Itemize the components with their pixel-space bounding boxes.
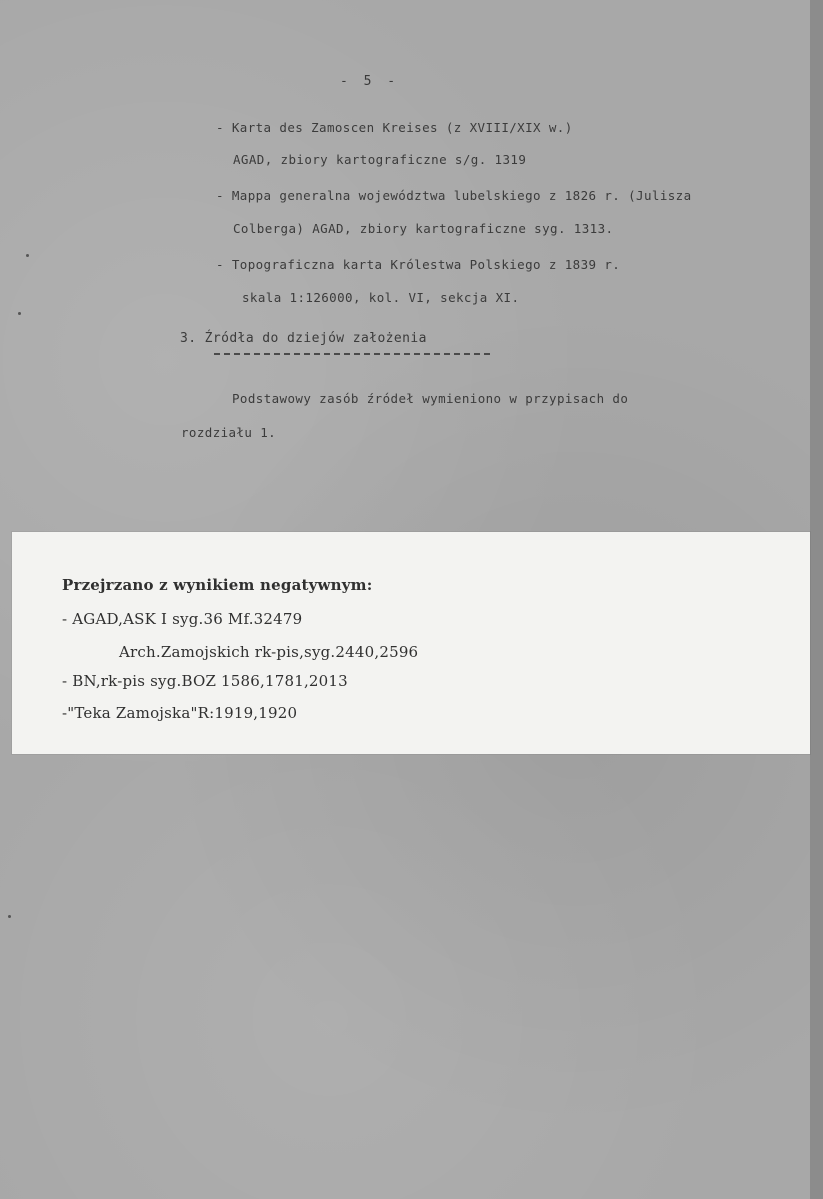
section-heading: 3. Źródła do dziejów założenia	[180, 331, 427, 346]
list-item-mappa-line2: Colberga) AGAD, zbiory kartograficzne syg. 1313.	[233, 221, 614, 236]
page-number: - 5 -	[340, 74, 400, 89]
list-item-mappa-line1: - Mappa generalna województwa lubelskiego z 1826 r. (Julisza	[216, 188, 692, 203]
section-heading-underline	[214, 353, 490, 355]
slip-line-teka: -"Teka Zamojska"R:1919,1920	[62, 704, 298, 722]
list-item-karta-line2: AGAD, zbiory kartograficzne s/g. 1319	[233, 152, 527, 167]
paragraph-line-2: rozdziału 1.	[181, 425, 277, 440]
list-item-karta-line1: - Karta des Zamoscen Kreises (z XVIII/XIX w.)	[216, 120, 573, 135]
slip-heading: Przejrzano z wynikiem negatywnym:	[62, 576, 373, 594]
stray-mark	[8, 915, 11, 918]
stray-mark	[26, 254, 29, 257]
list-item-topograficzna-line1: - Topograficzna karta Królestwa Polskiego z 1839 r.	[216, 257, 621, 272]
slip-line-bn: - BN,rk-pis syg.BOZ 1586,1781,2013	[62, 672, 348, 690]
list-item-topograficzna-line2: skala 1:126000, kol. VI, sekcja XI.	[242, 290, 520, 305]
page-right-edge	[810, 0, 823, 1199]
pasted-note-slip	[12, 532, 810, 754]
stray-mark	[18, 312, 21, 315]
slip-line-arch-zamojskich: Arch.Zamojskich rk-pis,syg.2440,2596	[119, 643, 419, 661]
slip-line-agad: - AGAD,ASK I syg.36 Mf.32479	[62, 610, 303, 628]
paragraph-line-1: Podstawowy zasób źródeł wymieniono w przypisach do	[232, 391, 629, 406]
